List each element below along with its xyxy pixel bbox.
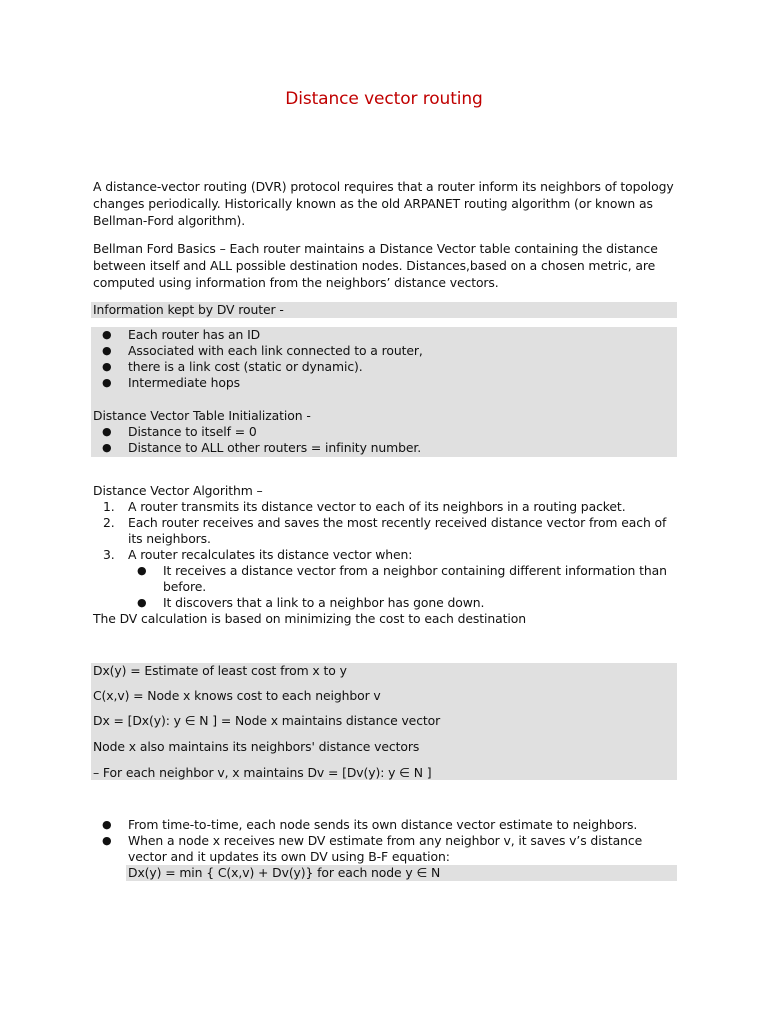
info-item: Associated with each link connected to a router, — [128, 343, 423, 358]
algo-sub-item-cont: before. — [163, 579, 207, 594]
final-item: When a node x receives new DV estimate from any neighbor v, it saves v’s distance — [128, 833, 643, 848]
info-heading: Information kept by DV router - — [93, 302, 284, 317]
bullet-icon: ● — [102, 818, 112, 831]
info-item: there is a link cost (static or dynamic). — [128, 359, 363, 374]
algo-sub-item: It receives a distance vector from a neighbor containing different information than — [163, 563, 667, 578]
bullet-icon: ● — [102, 376, 112, 389]
init-item: Distance to itself = 0 — [128, 424, 257, 439]
page-title: Distance vector routing — [285, 89, 483, 109]
definition-line: Node x also maintains its neighbors' distance vectors — [93, 739, 420, 754]
definition-line: – For each neighbor v, x maintains Dv = [Dv(y): y ∈ N ] — [93, 765, 432, 780]
definition-line: Dx = [Dx(y): y ∈ N ] = Node x maintains distance vector — [93, 713, 441, 728]
final-item-cont: vector and it updates its own DV using B-F equation: — [128, 849, 450, 864]
bullet-icon: ● — [137, 564, 147, 577]
bullet-icon: ● — [102, 425, 112, 438]
algo-sub-item: It discovers that a link to a neighbor has gone down. — [163, 595, 485, 610]
algo-step: A router recalculates its distance vector when: — [128, 547, 413, 562]
definition-line: C(x,v) = Node x knows cost to each neighbor v — [93, 688, 381, 703]
info-item: Intermediate hops — [128, 375, 240, 390]
init-item: Distance to ALL other routers = infinity number. — [128, 440, 422, 455]
algo-step-cont: its neighbors. — [128, 531, 211, 546]
info-item: Each router has an ID — [128, 327, 261, 342]
bullet-icon: ● — [102, 328, 112, 341]
final-item: From time-to-time, each node sends its own distance vector estimate to neighbors. — [128, 817, 638, 832]
bullet-icon: ● — [137, 596, 147, 609]
step-number: 3. — [103, 547, 115, 562]
algo-step: A router transmits its distance vector to each of its neighbors in a routing packet. — [128, 499, 626, 514]
intro-paragraph: A distance-vector routing (DVR) protocol requires that a router inform its neighbors of topology changes periodically. Historically known as the old ARPANET routing algorithm (or known as Bellman-Ford algorithm). — [93, 179, 674, 229]
bellman-ford-paragraph: Bellman Ford Basics – Each router maintains a Distance Vector table containing the distance between itself and ALL possible destination nodes. Distances,based on a chosen metric, are computed using information from the neighbors’ distance vectors. — [93, 241, 658, 291]
bullet-icon: ● — [102, 344, 112, 357]
bullet-icon: ● — [102, 834, 112, 847]
step-number: 1. — [103, 499, 115, 514]
bf-equation: Dx(y) = min { C(x,v) + Dv(y)} for each node y ∈ N — [128, 865, 441, 880]
algo-step: Each router receives and saves the most recently received distance vector from each of — [128, 515, 667, 530]
bullet-icon: ● — [102, 360, 112, 373]
step-number: 2. — [103, 515, 115, 530]
dv-calc-text: The DV calculation is based on minimizing the cost to each destination — [93, 611, 526, 626]
init-heading: Distance Vector Table Initialization - — [93, 408, 311, 423]
algo-heading: Distance Vector Algorithm – — [93, 483, 263, 498]
bullet-icon: ● — [102, 441, 112, 454]
definition-line: Dx(y) = Estimate of least cost from x to y — [93, 663, 347, 678]
